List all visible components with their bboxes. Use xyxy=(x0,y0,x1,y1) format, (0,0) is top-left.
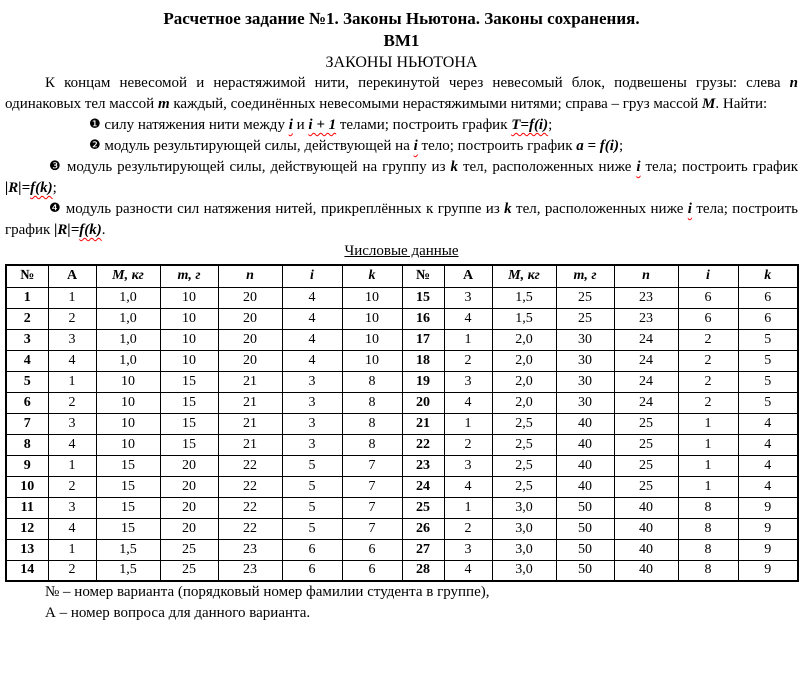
table-cell: 1,5 xyxy=(96,560,160,581)
highlighted-cell: 20 xyxy=(402,392,444,413)
table-cell: 1 xyxy=(444,329,492,350)
table-cell: 10 xyxy=(96,371,160,392)
table-cell: 8 xyxy=(678,518,738,539)
table-cell: 9 xyxy=(738,497,798,518)
table-cell: 17 xyxy=(402,329,444,350)
table-cell: 4 xyxy=(444,476,492,497)
text-run: тел, расположенных ниже xyxy=(457,159,637,175)
table-cell: 9 xyxy=(738,539,798,560)
text-run: |R|= xyxy=(54,222,80,238)
table-cell: 5 xyxy=(282,476,342,497)
table-cell: 25 xyxy=(402,497,444,518)
table-cell: 2 xyxy=(678,329,738,350)
document-subtitle: ВМ1 xyxy=(383,31,420,50)
table-cell: 2,0 xyxy=(492,371,556,392)
table-cell: 7 xyxy=(6,413,48,434)
text-run: i xyxy=(413,138,418,154)
table-cell: 11 xyxy=(6,497,48,518)
table-cell: 40 xyxy=(614,560,678,581)
table-cell: 1 xyxy=(48,287,96,308)
table-cell: 4 xyxy=(48,350,96,371)
table-cell: 5 xyxy=(282,497,342,518)
table-cell: 10 xyxy=(96,392,160,413)
table-cell: 1,0 xyxy=(96,350,160,371)
table-cell: 2 xyxy=(6,308,48,329)
table-cell: 20 xyxy=(160,455,218,476)
table-cell: 40 xyxy=(614,497,678,518)
highlighted-cell: 24 xyxy=(614,392,678,413)
table-cell: 1 xyxy=(444,497,492,518)
table-cell: 15 xyxy=(160,392,218,413)
table-cell: 20 xyxy=(160,518,218,539)
footnote-2: А – номер вопроса для данного варианта. xyxy=(45,605,311,621)
table-cell: 22 xyxy=(402,434,444,455)
table-cell: 4 xyxy=(6,350,48,371)
table-cell: 10 xyxy=(96,413,160,434)
table-cell: 3 xyxy=(282,413,342,434)
table-row xyxy=(6,371,798,392)
table-cell: 9 xyxy=(738,560,798,581)
table-cell: 26 xyxy=(402,518,444,539)
table-cell: 22 xyxy=(218,497,282,518)
table-cell: 23 xyxy=(218,539,282,560)
numeric-data-table xyxy=(5,264,799,582)
table-cell: 50 xyxy=(556,539,614,560)
text-run: одинаковых тел массой xyxy=(5,96,158,112)
table-cell: 28 xyxy=(402,560,444,581)
table-cell: 3,0 xyxy=(492,497,556,518)
table-cell: 21 xyxy=(218,392,282,413)
text-run: n xyxy=(789,75,798,91)
table-cell: 14 xyxy=(6,560,48,581)
table-cell: 5 xyxy=(6,371,48,392)
table-cell: 6 xyxy=(678,287,738,308)
table-row xyxy=(6,560,798,581)
text-run: тела; построить график xyxy=(5,201,799,238)
table-cell: 1 xyxy=(48,455,96,476)
text-run: ; xyxy=(52,180,57,196)
text-run: |R|= xyxy=(5,180,31,196)
table-cell: 15 xyxy=(160,371,218,392)
text-run: каждый, соединённых невесомыми нерастяжимыми нитями; справа – груз массой xyxy=(169,96,703,112)
numbered-bullet-1-icon: ❶ xyxy=(89,117,101,132)
table-cell: 10 xyxy=(342,350,402,371)
table-cell: 15 xyxy=(96,518,160,539)
table-cell: 8 xyxy=(342,392,402,413)
numbered-bullet-4-icon: ❹ xyxy=(49,201,62,216)
table-cell: 3 xyxy=(48,413,96,434)
column-header: А xyxy=(444,265,492,287)
table-cell: 5 xyxy=(738,371,798,392)
table-cell: 1,0 xyxy=(96,287,160,308)
table-cell: 15 xyxy=(96,476,160,497)
table-cell: 10 xyxy=(342,329,402,350)
table-cell: 3 xyxy=(282,392,342,413)
table-cell: 10 xyxy=(96,434,160,455)
table-cell: 23 xyxy=(218,560,282,581)
table-cell: 3 xyxy=(6,329,48,350)
table-cell: 4 xyxy=(282,308,342,329)
task-item-2 xyxy=(5,136,798,157)
table-cell: 2 xyxy=(48,308,96,329)
table-cell: 1 xyxy=(678,455,738,476)
task-3-text xyxy=(5,159,798,196)
table-cell: 22 xyxy=(218,518,282,539)
task-2-text xyxy=(101,138,623,154)
column-header: М, кг xyxy=(96,265,160,287)
table-cell: 3 xyxy=(444,371,492,392)
table-cell: 15 xyxy=(160,434,218,455)
table-cell: 30 xyxy=(556,329,614,350)
table-cell: 24 xyxy=(402,476,444,497)
highlighted-cell: 30 xyxy=(556,392,614,413)
highlighted-cell: 2,0 xyxy=(492,392,556,413)
column-header: i xyxy=(282,265,342,287)
text-run: телами; построить график xyxy=(336,117,512,133)
table-row xyxy=(6,350,798,371)
column-header: М, кг xyxy=(492,265,556,287)
table-cell: 3 xyxy=(444,287,492,308)
column-header: k xyxy=(738,265,798,287)
table-cell: 24 xyxy=(614,329,678,350)
table-cell: 2,0 xyxy=(492,350,556,371)
table-cell: 23 xyxy=(614,287,678,308)
table-cell: 24 xyxy=(614,350,678,371)
table-cell: 8 xyxy=(678,497,738,518)
table-cell: 25 xyxy=(614,434,678,455)
table-cell: 13 xyxy=(6,539,48,560)
text-run: i + 1 xyxy=(308,117,337,133)
highlighted-cell: 5 xyxy=(738,392,798,413)
table-cell: 2,5 xyxy=(492,413,556,434)
text-run: ; xyxy=(548,117,553,133)
table-cell: 25 xyxy=(556,308,614,329)
table-cell: 50 xyxy=(556,497,614,518)
column-header: m, г xyxy=(556,265,614,287)
table-cell: 1 xyxy=(678,413,738,434)
table-cell: 27 xyxy=(402,539,444,560)
table-cell: 5 xyxy=(282,518,342,539)
table-cell: 5 xyxy=(738,350,798,371)
table-cell: 4 xyxy=(48,434,96,455)
column-header: n xyxy=(614,265,678,287)
table-cell: 25 xyxy=(614,413,678,434)
table-cell: 9 xyxy=(6,455,48,476)
text-run: тела; построить график xyxy=(640,159,799,175)
task-item-3 xyxy=(5,157,798,199)
task-4-text xyxy=(5,201,798,238)
table-cell: 6 xyxy=(342,539,402,560)
table-cell: 20 xyxy=(218,287,282,308)
table-cell: 4 xyxy=(738,413,798,434)
column-header: А xyxy=(48,265,96,287)
table-cell: 2 xyxy=(678,371,738,392)
table-cell: 1,5 xyxy=(492,287,556,308)
table-cell: 40 xyxy=(556,413,614,434)
table-cell: 1,0 xyxy=(96,329,160,350)
table-cell: 6 xyxy=(282,560,342,581)
table-cell: 2,0 xyxy=(492,329,556,350)
table-cell: 6 xyxy=(738,287,798,308)
table-cell: 1 xyxy=(444,413,492,434)
table-cell: 10 xyxy=(160,287,218,308)
table-row xyxy=(6,287,798,308)
column-header: i xyxy=(678,265,738,287)
highlighted-cell: 2 xyxy=(678,392,738,413)
table-cell: 4 xyxy=(282,287,342,308)
table-cell: 6 xyxy=(342,560,402,581)
text-run: тел, расположенных ниже xyxy=(511,201,688,217)
table-cell: 20 xyxy=(160,476,218,497)
table-cell: 10 xyxy=(342,287,402,308)
column-header: n xyxy=(218,265,282,287)
table-cell: 1 xyxy=(48,539,96,560)
table-cell: 10 xyxy=(160,308,218,329)
table-cell: 8 xyxy=(342,413,402,434)
table-cell: 16 xyxy=(402,308,444,329)
table-cell: 1 xyxy=(678,434,738,455)
text-run: . xyxy=(101,222,106,238)
table-cell: 8 xyxy=(342,371,402,392)
text-run: f(k) xyxy=(79,222,102,238)
table-cell: 20 xyxy=(160,497,218,518)
table-cell: 4 xyxy=(48,518,96,539)
text-run: и xyxy=(292,117,309,133)
table-row xyxy=(6,476,798,497)
table-cell: 4 xyxy=(738,455,798,476)
table-cell: 4 xyxy=(282,329,342,350)
table-cell: 6 xyxy=(738,308,798,329)
table-row xyxy=(6,329,798,350)
table-cell: 8 xyxy=(342,434,402,455)
table-cell: 18 xyxy=(402,350,444,371)
column-header: № xyxy=(6,265,48,287)
table-cell: 25 xyxy=(160,560,218,581)
table-cell: 1,5 xyxy=(492,308,556,329)
table-cell: 50 xyxy=(556,518,614,539)
table-row xyxy=(6,413,798,434)
text-run: модуль результирующей силы, действующей на xyxy=(100,138,414,154)
table-cell: 25 xyxy=(614,455,678,476)
table-cell: 3,0 xyxy=(492,539,556,560)
table-cell: 6 xyxy=(282,539,342,560)
table-row xyxy=(6,455,798,476)
text-run: k xyxy=(504,201,512,217)
table-cell: 2,5 xyxy=(492,434,556,455)
table-cell: 21 xyxy=(218,371,282,392)
text-run: К концам невесомой и нерастяжимой нити, перекинутой через невесомый блок, подвешены грузы: слева xyxy=(45,75,790,91)
numbered-bullet-2-icon: ❷ xyxy=(89,138,101,153)
table-cell: 25 xyxy=(160,539,218,560)
table-row xyxy=(6,392,798,413)
table-cell: 15 xyxy=(96,455,160,476)
table-cell: 6 xyxy=(6,392,48,413)
table-cell: 40 xyxy=(556,476,614,497)
table-cell: 19 xyxy=(402,371,444,392)
table-cell: 4 xyxy=(444,308,492,329)
table-cell: 40 xyxy=(556,455,614,476)
table-cell: 2 xyxy=(444,350,492,371)
table-cell: 12 xyxy=(6,518,48,539)
table-cell: 1 xyxy=(6,287,48,308)
table-cell: 24 xyxy=(614,371,678,392)
table-header-row xyxy=(6,265,798,287)
table-cell: 15 xyxy=(160,413,218,434)
table-cell: 2 xyxy=(48,476,96,497)
table-cell: 15 xyxy=(402,287,444,308)
section-heading: ЗАКОНЫ НЬЮТОНА xyxy=(325,54,478,71)
table-cell: 1,0 xyxy=(96,308,160,329)
table-cell: 2 xyxy=(444,518,492,539)
table-cell: 7 xyxy=(342,518,402,539)
table-cell: 40 xyxy=(614,518,678,539)
table-cell: 30 xyxy=(556,371,614,392)
table-row xyxy=(6,308,798,329)
table-cell: 22 xyxy=(218,476,282,497)
table-cell: 21 xyxy=(402,413,444,434)
table-row xyxy=(6,539,798,560)
text-run: тело; построить график xyxy=(417,138,577,154)
table-cell: 2 xyxy=(678,350,738,371)
text-run: i xyxy=(288,117,293,133)
table-cell: 20 xyxy=(218,329,282,350)
table-cell: 7 xyxy=(342,497,402,518)
table-cell: 4 xyxy=(738,434,798,455)
table-cell: 2 xyxy=(48,392,96,413)
table-cell: 10 xyxy=(160,350,218,371)
table-cell: 23 xyxy=(402,455,444,476)
table-cell: 1 xyxy=(48,371,96,392)
column-header: № xyxy=(402,265,444,287)
table-cell: 9 xyxy=(738,518,798,539)
table-cell: 2 xyxy=(444,434,492,455)
table-cell: 40 xyxy=(556,434,614,455)
table-cell: 8 xyxy=(678,539,738,560)
text-run: i xyxy=(636,159,641,175)
table-row xyxy=(6,434,798,455)
table-cell: 25 xyxy=(556,287,614,308)
table-cell: 3 xyxy=(48,329,96,350)
text-run: модуль разности сил натяжения нитей, прикреплённых к группе из xyxy=(61,201,505,217)
text-run: a = f(i) xyxy=(576,138,619,154)
table-cell: 10 xyxy=(342,308,402,329)
table-cell: 22 xyxy=(218,455,282,476)
table-cell: 3 xyxy=(282,371,342,392)
table-cell: 3,0 xyxy=(492,560,556,581)
task-item-1 xyxy=(5,115,798,136)
table-cell: 25 xyxy=(614,476,678,497)
table-cell: 10 xyxy=(6,476,48,497)
text-run: силу натяжения нити между xyxy=(100,117,289,133)
text-run: k xyxy=(450,159,458,175)
highlighted-cell: 4 xyxy=(444,392,492,413)
text-run: m xyxy=(157,96,170,112)
table-cell: 40 xyxy=(614,539,678,560)
table-cell: 3 xyxy=(282,434,342,455)
table-cell: 2 xyxy=(48,560,96,581)
table-cell: 20 xyxy=(218,350,282,371)
column-header: m, г xyxy=(160,265,218,287)
table-cell: 21 xyxy=(218,434,282,455)
table-cell: 6 xyxy=(678,308,738,329)
table-cell: 4 xyxy=(738,476,798,497)
table-cell: 23 xyxy=(614,308,678,329)
table-cell: 5 xyxy=(282,455,342,476)
table-cell: 7 xyxy=(342,476,402,497)
column-header: k xyxy=(342,265,402,287)
text-run: . Найти: xyxy=(715,96,768,112)
numbered-bullet-3-icon: ❸ xyxy=(49,159,62,174)
table-cell: 3 xyxy=(48,497,96,518)
table-caption: Числовые данные xyxy=(344,243,459,259)
table-cell: 50 xyxy=(556,560,614,581)
table-cell: 1,5 xyxy=(96,539,160,560)
table-cell: 3 xyxy=(444,539,492,560)
table-row xyxy=(6,497,798,518)
table-cell: 2,5 xyxy=(492,455,556,476)
table-cell: 2,5 xyxy=(492,476,556,497)
table-cell: 1 xyxy=(678,476,738,497)
table-cell: 7 xyxy=(342,455,402,476)
table-cell: 8 xyxy=(678,560,738,581)
table-cell: 3 xyxy=(444,455,492,476)
table-cell: 5 xyxy=(738,329,798,350)
table-cell: 10 xyxy=(160,329,218,350)
table-caption-row xyxy=(5,241,798,262)
intro-paragraph xyxy=(5,73,798,115)
table-cell: 20 xyxy=(218,308,282,329)
table-cell: 15 xyxy=(96,497,160,518)
text-run: i xyxy=(687,201,692,217)
footnote-1: № – номер варианта (порядковый номер фамилии студента в группе), xyxy=(45,584,490,600)
task-item-4 xyxy=(5,199,798,241)
text-run: T=f(i) xyxy=(511,117,549,133)
table-row xyxy=(6,518,798,539)
text-run: ; xyxy=(618,138,624,154)
table-cell: 4 xyxy=(282,350,342,371)
table-cell: 30 xyxy=(556,350,614,371)
document-title: Расчетное задание №1. Законы Ньютона. Законы сохранения. xyxy=(163,9,640,28)
table-cell: 4 xyxy=(444,560,492,581)
task-1-text xyxy=(101,117,553,133)
table-cell: 8 xyxy=(6,434,48,455)
table-cell: 21 xyxy=(218,413,282,434)
text-run: М xyxy=(702,96,716,112)
text-run: f(k) xyxy=(30,180,53,196)
text-run: модуль результирующей силы, действующей на группу из xyxy=(61,159,451,175)
table-cell: 3,0 xyxy=(492,518,556,539)
